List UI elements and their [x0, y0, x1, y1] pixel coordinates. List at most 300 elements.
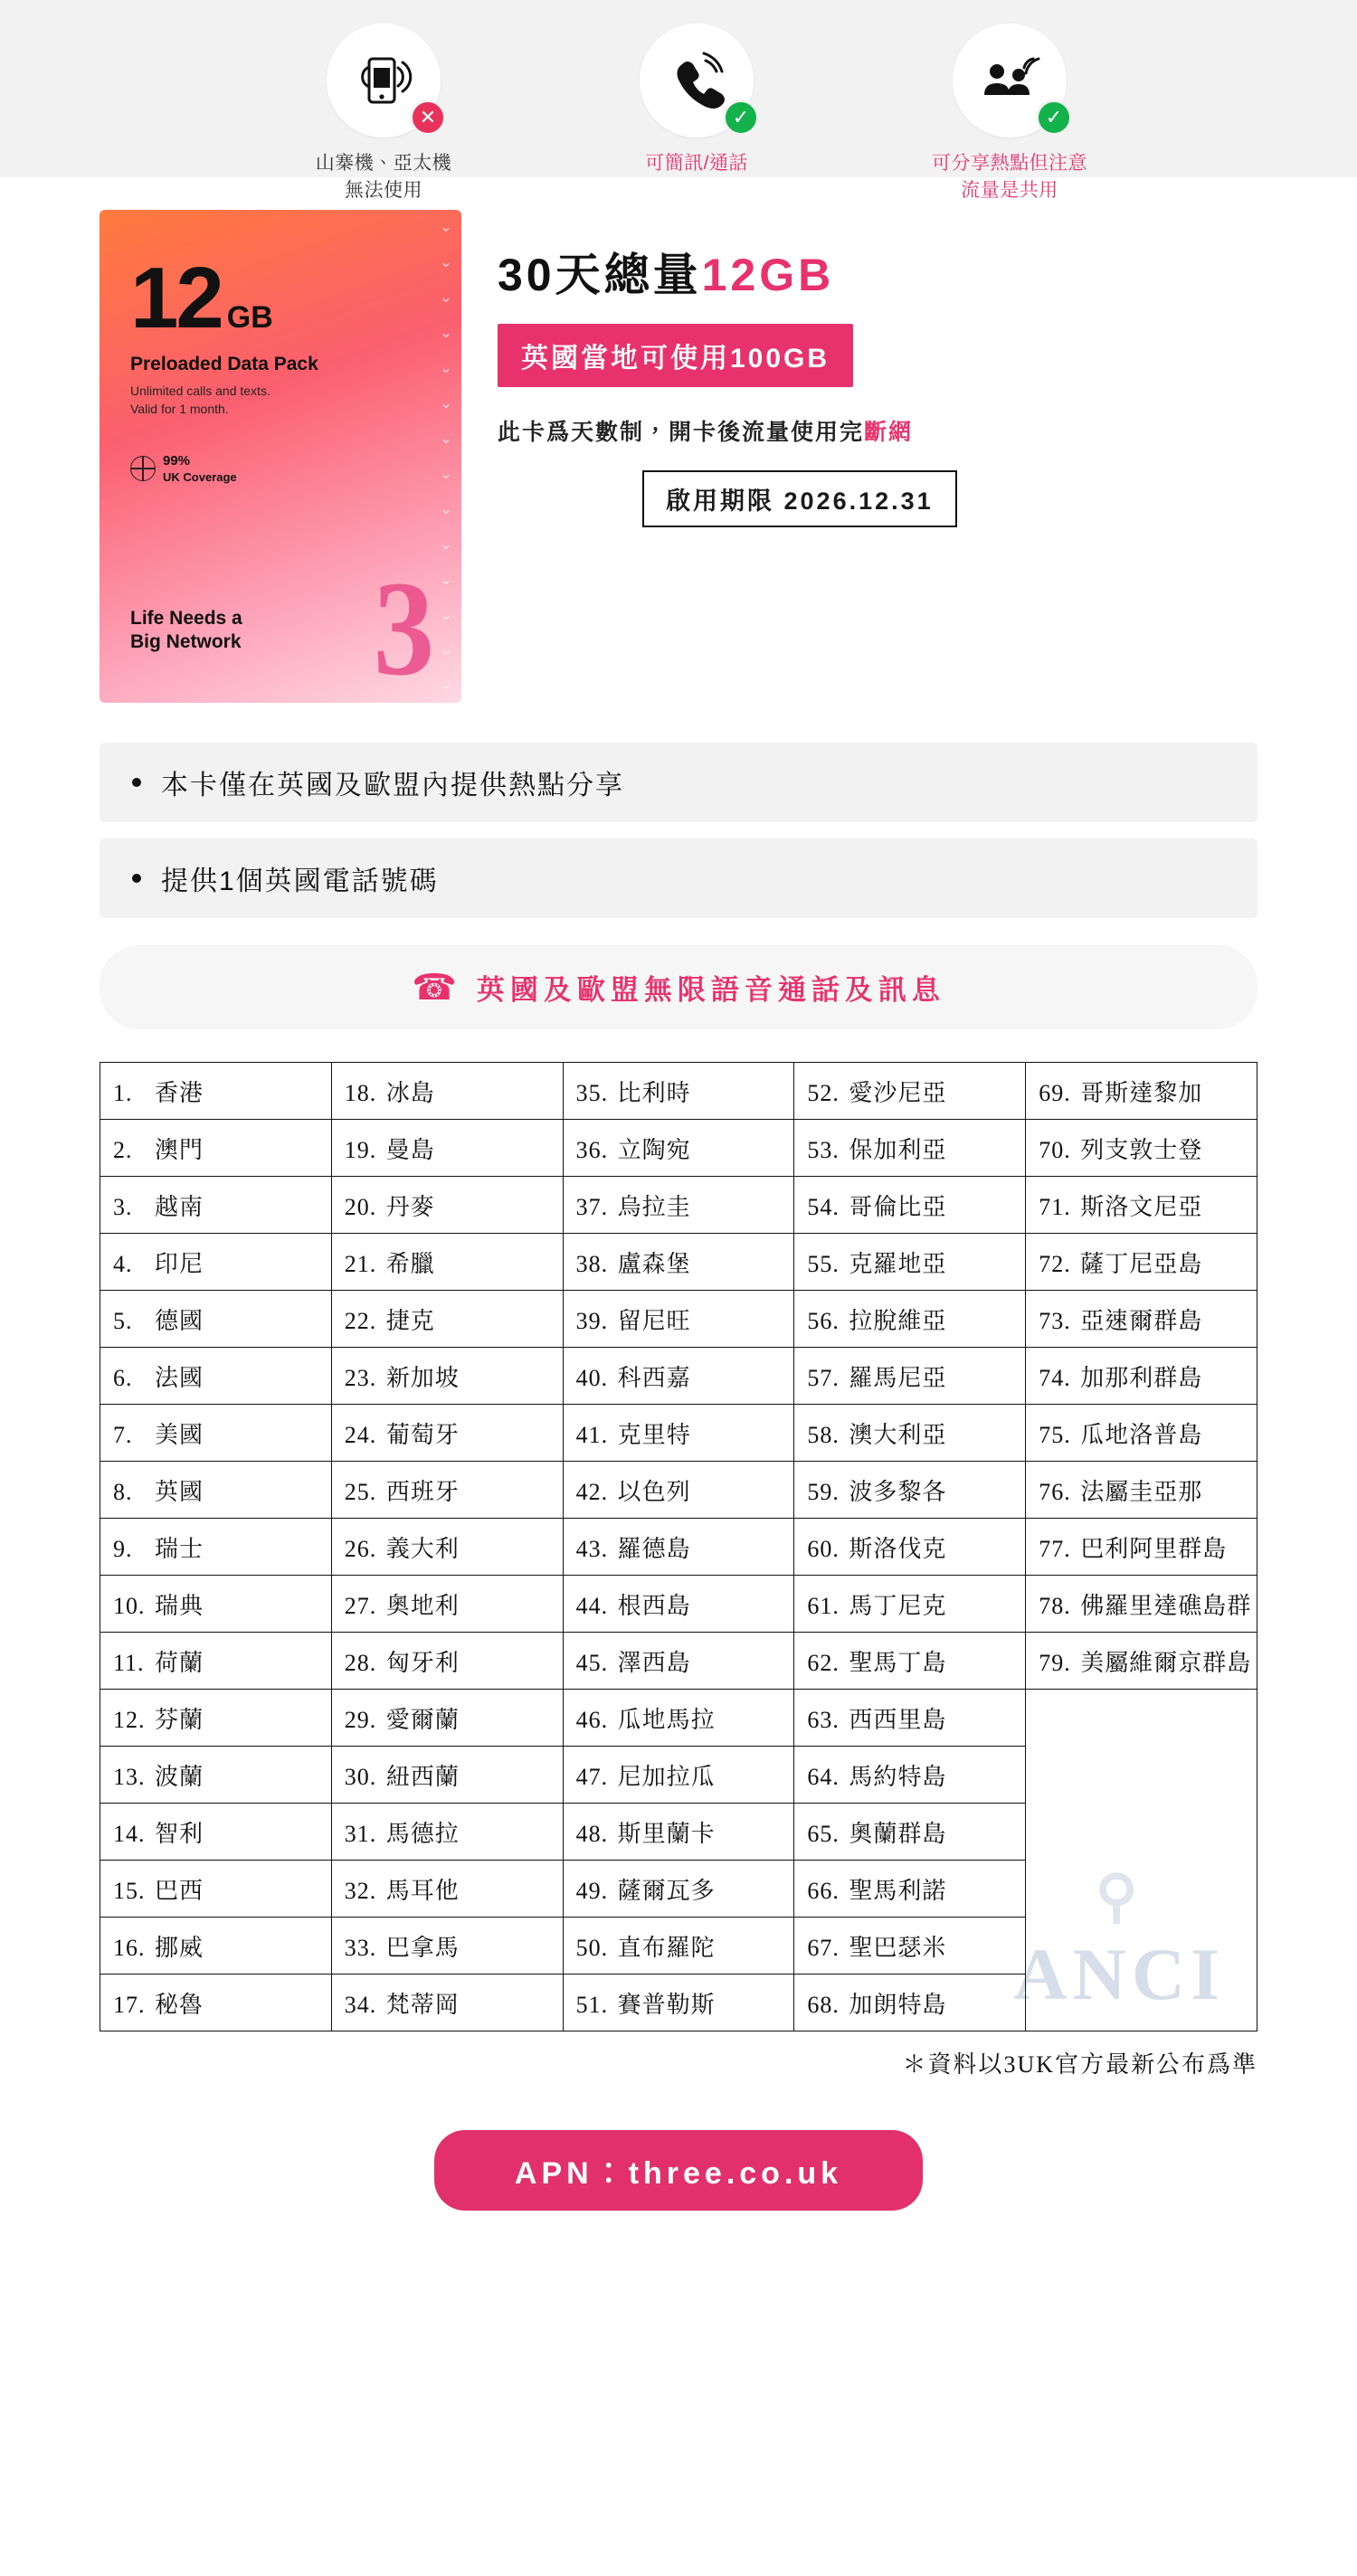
country-number: 18. — [344, 1079, 377, 1106]
country-cell — [794, 1234, 1026, 1291]
country-cell — [331, 1747, 563, 1804]
country-cell — [100, 1576, 332, 1633]
country-name: 梵蒂岡 — [385, 1991, 460, 2018]
country-name: 新加坡 — [385, 1364, 460, 1391]
country-number: 61. — [807, 1592, 840, 1619]
country-cell — [100, 1633, 332, 1690]
perforation-mark: ⌄ — [439, 289, 453, 307]
country-cell — [794, 1918, 1026, 1975]
country-name: 賽普勒斯 — [617, 1991, 716, 2018]
country-number: 78. — [1039, 1592, 1071, 1619]
globe-icon — [130, 456, 156, 481]
country-name: 科西嘉 — [617, 1364, 691, 1391]
country-name: 斯里蘭卡 — [617, 1820, 716, 1847]
country-name: 葡萄牙 — [385, 1421, 460, 1448]
country-number: 65. — [807, 1820, 840, 1847]
country-name: 奧蘭群島 — [849, 1820, 947, 1847]
country-number: 26. — [344, 1535, 377, 1562]
country-number: 20. — [344, 1193, 377, 1220]
country-number: 71. — [1039, 1193, 1071, 1220]
country-number: 54. — [807, 1193, 840, 1220]
feature-item-device — [270, 24, 497, 205]
perforation-mark: ⌄ — [439, 253, 453, 271]
table-row — [100, 1576, 1257, 1633]
watermark-mark: ⚲ — [1095, 1864, 1143, 1928]
country-name: 智利 — [155, 1820, 204, 1847]
country-number: 35. — [575, 1079, 609, 1106]
country-cell — [100, 1519, 332, 1576]
sim-coverage-text — [163, 453, 237, 485]
country-name: 拉脫維亞 — [849, 1307, 947, 1334]
country-number: 74. — [1039, 1364, 1071, 1391]
feature-caption-line1: 可分享熱點但注意 — [932, 153, 1087, 174]
country-name: 聖馬丁島 — [849, 1649, 947, 1676]
country-name: 聖巴瑟米 — [849, 1934, 947, 1961]
country-number: 8. — [113, 1478, 133, 1505]
country-name: 波蘭 — [155, 1763, 204, 1790]
country-cell — [1026, 1633, 1257, 1690]
country-number: 36. — [575, 1136, 609, 1163]
country-name: 越南 — [155, 1193, 204, 1220]
country-cell — [331, 1291, 563, 1348]
country-number: 39. — [575, 1307, 609, 1334]
feature-strip — [0, 0, 1357, 202]
country-name: 法屬圭亞那 — [1080, 1478, 1203, 1505]
country-name: 馬德拉 — [385, 1820, 460, 1847]
country-cell — [1026, 1234, 1257, 1291]
feature-icon-wrap — [953, 24, 1067, 137]
country-cell — [331, 1975, 563, 2031]
sim-pack-desc — [130, 382, 431, 419]
country-table-wrap — [100, 1062, 1257, 2031]
country-cell — [794, 1348, 1026, 1405]
feature-caption-line2: 無法使用 — [345, 180, 422, 202]
country-name: 德國 — [155, 1307, 204, 1334]
country-name: 丹麥 — [385, 1193, 435, 1220]
country-name: 薩爾瓦多 — [617, 1877, 716, 1904]
country-cell — [563, 1348, 794, 1405]
country-cell — [563, 1405, 794, 1462]
country-cell — [331, 1918, 563, 1975]
country-cell — [794, 1120, 1026, 1177]
country-cell-empty — [1026, 1804, 1257, 1861]
country-number: 34. — [344, 1991, 377, 2018]
country-cell — [563, 1063, 794, 1120]
country-number: 64. — [807, 1763, 840, 1790]
country-name: 澳門 — [155, 1136, 204, 1163]
country-name: 澤西島 — [617, 1649, 691, 1676]
country-name: 亞速爾群島 — [1080, 1307, 1203, 1334]
sim-perforation-edge — [431, 210, 461, 703]
country-number: 2. — [113, 1136, 133, 1163]
country-number: 51. — [575, 1991, 609, 2018]
country-cell — [1026, 1576, 1257, 1633]
country-cell — [794, 1861, 1026, 1918]
country-cell — [563, 1291, 794, 1348]
country-number: 17. — [113, 1991, 146, 2018]
country-number: 37. — [575, 1193, 609, 1220]
country-cell — [331, 1576, 563, 1633]
country-cell — [563, 1177, 794, 1234]
feature-caption-line1: 可簡訊/通話 — [645, 153, 748, 174]
country-name: 斯洛伐克 — [849, 1535, 947, 1562]
country-number: 5. — [113, 1307, 133, 1334]
country-cell — [563, 1120, 794, 1177]
perforation-mark: ⌄ — [439, 535, 453, 553]
country-number: 9. — [113, 1535, 133, 1562]
perforation-mark: ⌄ — [439, 394, 453, 412]
country-number: 62. — [807, 1649, 840, 1676]
country-cell — [331, 1063, 563, 1120]
country-cell — [1026, 1120, 1257, 1177]
status-badge-cross: ✕ — [410, 99, 446, 136]
country-cell-empty — [1026, 1918, 1257, 1975]
country-number: 40. — [575, 1364, 609, 1391]
country-cell — [563, 1975, 794, 2031]
country-name: 馬約特島 — [849, 1763, 947, 1790]
list-item: 本卡僅在英國及歐盟內提供熱點分享 — [100, 743, 1257, 822]
country-name: 克里特 — [617, 1421, 691, 1448]
country-cell-empty — [1026, 1861, 1257, 1918]
country-cell — [100, 1291, 332, 1348]
country-number: 60. — [807, 1535, 840, 1562]
country-cell — [563, 1861, 794, 1918]
country-name: 加朗特島 — [849, 1991, 947, 2018]
table-row — [100, 1120, 1257, 1177]
country-cell — [794, 1975, 1026, 2031]
country-number: 57. — [807, 1364, 840, 1391]
country-number: 45. — [575, 1649, 609, 1676]
usage-note-warning: 斷網 — [864, 420, 914, 445]
country-number: 68. — [807, 1991, 840, 2018]
table-row — [100, 1804, 1257, 1861]
country-name: 烏拉圭 — [617, 1193, 691, 1220]
country-name: 波多黎各 — [849, 1478, 947, 1505]
country-name: 瑞典 — [155, 1592, 204, 1619]
country-name: 美國 — [155, 1421, 204, 1448]
usage-note-text: 此卡爲天數制，開卡後流量使用完 — [498, 420, 865, 445]
three-brand-logo: 3 — [373, 554, 435, 703]
feature-caption-hotspot — [932, 150, 1087, 205]
country-number: 52. — [807, 1079, 840, 1106]
country-cell — [794, 1291, 1026, 1348]
country-name: 紐西蘭 — [385, 1763, 460, 1790]
country-name: 曼島 — [385, 1136, 435, 1163]
country-name: 馬丁尼克 — [849, 1592, 947, 1619]
country-cell — [100, 1690, 332, 1747]
country-name: 芬蘭 — [155, 1706, 204, 1733]
activation-deadline-label: 啟用期限 — [666, 488, 774, 515]
voice-sms-banner-text: 英國及歐盟無限語音通話及訊息 — [476, 974, 945, 1006]
country-cell — [794, 1804, 1026, 1861]
status-badge-check: ✓ — [1036, 99, 1072, 136]
country-number: 23. — [344, 1364, 377, 1391]
table-footnote: ＊資料以3UK官方最新公布爲準 — [902, 2051, 1257, 2078]
page-title — [498, 239, 1257, 304]
country-name: 加那利群島 — [1080, 1364, 1203, 1391]
country-number: 27. — [344, 1592, 377, 1619]
table-row — [100, 1918, 1257, 1975]
sim-desc-line2: Valid for 1 month. — [130, 402, 229, 417]
country-number: 24. — [344, 1421, 377, 1448]
country-number: 44. — [575, 1592, 609, 1619]
country-number: 25. — [344, 1478, 377, 1505]
sim-tagline — [130, 607, 242, 655]
country-name: 挪威 — [155, 1934, 204, 1961]
perforation-mark: ⌄ — [439, 605, 453, 623]
country-name: 根西島 — [617, 1592, 691, 1619]
headline-highlight: 12GB — [701, 250, 835, 300]
country-number: 56. — [807, 1307, 840, 1334]
activation-deadline-box — [642, 470, 957, 527]
country-number: 58. — [807, 1421, 840, 1448]
country-cell-empty — [1026, 1690, 1257, 1747]
country-number: 63. — [807, 1706, 840, 1733]
country-cell — [331, 1690, 563, 1747]
country-name: 匈牙利 — [385, 1649, 460, 1676]
country-cell — [100, 1063, 332, 1120]
country-name: 羅德島 — [617, 1535, 691, 1562]
country-number: 73. — [1039, 1307, 1071, 1334]
country-name: 巴拿馬 — [385, 1934, 460, 1961]
country-cell-empty — [1026, 1747, 1257, 1804]
perforation-mark: ⌄ — [439, 218, 453, 236]
country-number: 28. — [344, 1649, 377, 1676]
table-row — [100, 1462, 1257, 1519]
country-cell — [100, 1861, 332, 1918]
country-name: 哥倫比亞 — [849, 1193, 947, 1220]
country-name: 香港 — [155, 1079, 204, 1106]
country-name: 瓜地馬拉 — [617, 1706, 716, 1733]
country-name: 比利時 — [617, 1079, 691, 1106]
telephone-icon: ☎ — [412, 967, 457, 1008]
sim-tagline-line2: Big Network — [130, 630, 242, 652]
country-number: 70. — [1039, 1136, 1071, 1163]
country-name: 捷克 — [385, 1307, 435, 1334]
sim-data-number: 12 — [130, 250, 222, 346]
country-name: 英國 — [155, 1478, 204, 1505]
sim-pack-title: Preloaded Data Pack — [130, 354, 318, 375]
country-number: 15. — [113, 1877, 146, 1904]
table-row — [100, 1633, 1257, 1690]
country-name: 瓜地洛普島 — [1080, 1421, 1203, 1448]
country-cell — [100, 1462, 332, 1519]
table-row — [100, 1177, 1257, 1234]
country-cell — [794, 1747, 1026, 1804]
country-number: 53. — [807, 1136, 840, 1163]
country-name: 巴利阿里群島 — [1080, 1535, 1228, 1562]
country-number: 59. — [807, 1478, 840, 1505]
country-name: 直布羅陀 — [617, 1934, 716, 1961]
country-name: 盧森堡 — [617, 1250, 691, 1277]
country-number: 30. — [344, 1763, 377, 1790]
country-cell-empty — [1026, 1975, 1257, 2031]
country-cell — [794, 1690, 1026, 1747]
country-name: 羅馬尼亞 — [849, 1364, 947, 1391]
country-cell — [794, 1633, 1026, 1690]
country-number: 14. — [113, 1820, 146, 1847]
country-cell — [563, 1804, 794, 1861]
table-row — [100, 1747, 1257, 1804]
country-cell — [563, 1918, 794, 1975]
table-row — [100, 1234, 1257, 1291]
table-row — [100, 1861, 1257, 1918]
perforation-mark: ⌄ — [439, 464, 453, 482]
country-cell — [100, 1804, 332, 1861]
country-cell — [100, 1234, 332, 1291]
country-name: 以色列 — [617, 1478, 691, 1505]
country-number: 41. — [575, 1421, 609, 1448]
perforation-mark: ⌄ — [439, 429, 453, 447]
country-cell — [100, 1918, 332, 1975]
feature-item-call — [584, 24, 810, 177]
country-cell — [794, 1063, 1026, 1120]
feature-caption-line2: 流量是共用 — [961, 180, 1058, 202]
country-number: 76. — [1039, 1478, 1071, 1505]
country-cell — [794, 1462, 1026, 1519]
country-name: 秘魯 — [155, 1991, 204, 2018]
country-number: 29. — [344, 1706, 377, 1733]
country-cell — [331, 1348, 563, 1405]
apn-button[interactable]: APN：three.co.uk — [434, 2130, 923, 2211]
country-cell — [100, 1177, 332, 1234]
country-name: 薩丁尼亞島 — [1080, 1250, 1203, 1277]
country-number: 50. — [575, 1934, 609, 1961]
voice-sms-banner — [100, 945, 1257, 1029]
local-data-banner: 英國當地可使用100GB — [498, 324, 853, 387]
country-cell — [100, 1747, 332, 1804]
country-name: 荷蘭 — [155, 1649, 204, 1676]
country-number: 48. — [575, 1820, 609, 1847]
feature-row — [0, 24, 1357, 205]
country-cell — [331, 1633, 563, 1690]
feature-item-hotspot — [897, 24, 1123, 205]
table-row — [100, 1519, 1257, 1576]
country-cell — [1026, 1405, 1257, 1462]
country-cell — [100, 1405, 332, 1462]
country-number: 12. — [113, 1706, 146, 1733]
country-number: 4. — [113, 1250, 133, 1277]
country-cell — [794, 1177, 1026, 1234]
country-cell — [563, 1633, 794, 1690]
country-cell — [1026, 1063, 1257, 1120]
country-name: 斯洛文尼亞 — [1080, 1193, 1203, 1220]
country-name: 馬耳他 — [385, 1877, 460, 1904]
country-number: 46. — [575, 1706, 609, 1733]
country-cell — [1026, 1291, 1257, 1348]
country-number: 7. — [113, 1421, 133, 1448]
bullet-list — [100, 743, 1257, 918]
country-cell — [1026, 1348, 1257, 1405]
country-number: 10. — [113, 1592, 146, 1619]
country-number: 43. — [575, 1535, 609, 1562]
perforation-mark: ⌄ — [439, 570, 453, 588]
country-cell — [563, 1576, 794, 1633]
table-row — [100, 1690, 1257, 1747]
country-name: 冰島 — [385, 1079, 435, 1106]
country-cell — [563, 1519, 794, 1576]
table-row — [100, 1291, 1257, 1348]
sim-desc-line1: Unlimited calls and texts. — [130, 384, 270, 399]
sim-coverage-percent: 99% — [163, 452, 191, 469]
country-number: 13. — [113, 1763, 146, 1790]
country-cell — [1026, 1462, 1257, 1519]
country-name: 尼加拉瓜 — [617, 1763, 716, 1790]
sim-coverage — [130, 453, 431, 485]
list-item: 提供1個英國電話號碼 — [100, 838, 1257, 918]
hero-details — [461, 210, 1257, 527]
country-number: 19. — [344, 1136, 377, 1163]
country-cell — [794, 1519, 1026, 1576]
country-name: 奧地利 — [385, 1592, 460, 1619]
country-number: 38. — [575, 1250, 609, 1277]
country-name: 聖馬利諾 — [849, 1877, 947, 1904]
country-cell — [794, 1576, 1026, 1633]
country-number: 72. — [1039, 1250, 1071, 1277]
country-cell — [331, 1405, 563, 1462]
perforation-mark: ⌄ — [439, 676, 453, 694]
country-cell — [100, 1975, 332, 2031]
feature-caption-call — [645, 150, 748, 177]
country-cell — [331, 1861, 563, 1918]
country-name: 義大利 — [385, 1535, 460, 1562]
country-name: 愛爾蘭 — [385, 1706, 460, 1733]
activation-deadline-date: 2026.12.31 — [783, 488, 934, 515]
country-number: 21. — [344, 1250, 377, 1277]
country-cell — [563, 1690, 794, 1747]
country-cell — [563, 1747, 794, 1804]
status-badge-check: ✓ — [723, 99, 759, 136]
sim-coverage-label: UK Coverage — [163, 469, 237, 484]
country-number: 42. — [575, 1478, 609, 1505]
country-name: 西班牙 — [385, 1478, 460, 1505]
perforation-mark: ⌄ — [439, 324, 453, 342]
country-name: 克羅地亞 — [849, 1250, 947, 1277]
table-row — [100, 1405, 1257, 1462]
country-cell — [563, 1234, 794, 1291]
country-number: 33. — [344, 1934, 377, 1961]
feature-icon-wrap — [327, 24, 441, 137]
sim-tagline-line1: Life Needs a — [130, 607, 242, 629]
watermark-text: ANCI — [1013, 1933, 1225, 2015]
country-cell — [331, 1804, 563, 1861]
country-name: 留尼旺 — [617, 1307, 691, 1334]
table-row — [100, 1975, 1257, 2031]
country-name: 哥斯達黎加 — [1080, 1079, 1203, 1106]
country-cell — [331, 1519, 563, 1576]
country-name: 巴西 — [155, 1877, 204, 1904]
usage-note — [498, 414, 1257, 447]
country-number: 55. — [807, 1250, 840, 1277]
country-cell — [1026, 1519, 1257, 1576]
table-row — [100, 1063, 1257, 1120]
headline-prefix: 30天總量 — [498, 250, 702, 300]
country-number: 1. — [113, 1079, 133, 1106]
country-name: 澳大利亞 — [849, 1421, 947, 1448]
country-number: 67. — [807, 1934, 840, 1961]
country-cell — [100, 1348, 332, 1405]
country-name: 印尼 — [155, 1250, 204, 1277]
country-number: 11. — [113, 1649, 145, 1676]
country-name: 保加利亞 — [849, 1136, 947, 1163]
country-name: 列支敦士登 — [1080, 1136, 1203, 1163]
country-cell — [1026, 1177, 1257, 1234]
country-name: 法國 — [155, 1364, 204, 1391]
sim-card-image — [100, 210, 461, 703]
country-name: 希臘 — [385, 1250, 435, 1277]
country-name: 瑞士 — [155, 1535, 204, 1562]
country-cell — [100, 1120, 332, 1177]
